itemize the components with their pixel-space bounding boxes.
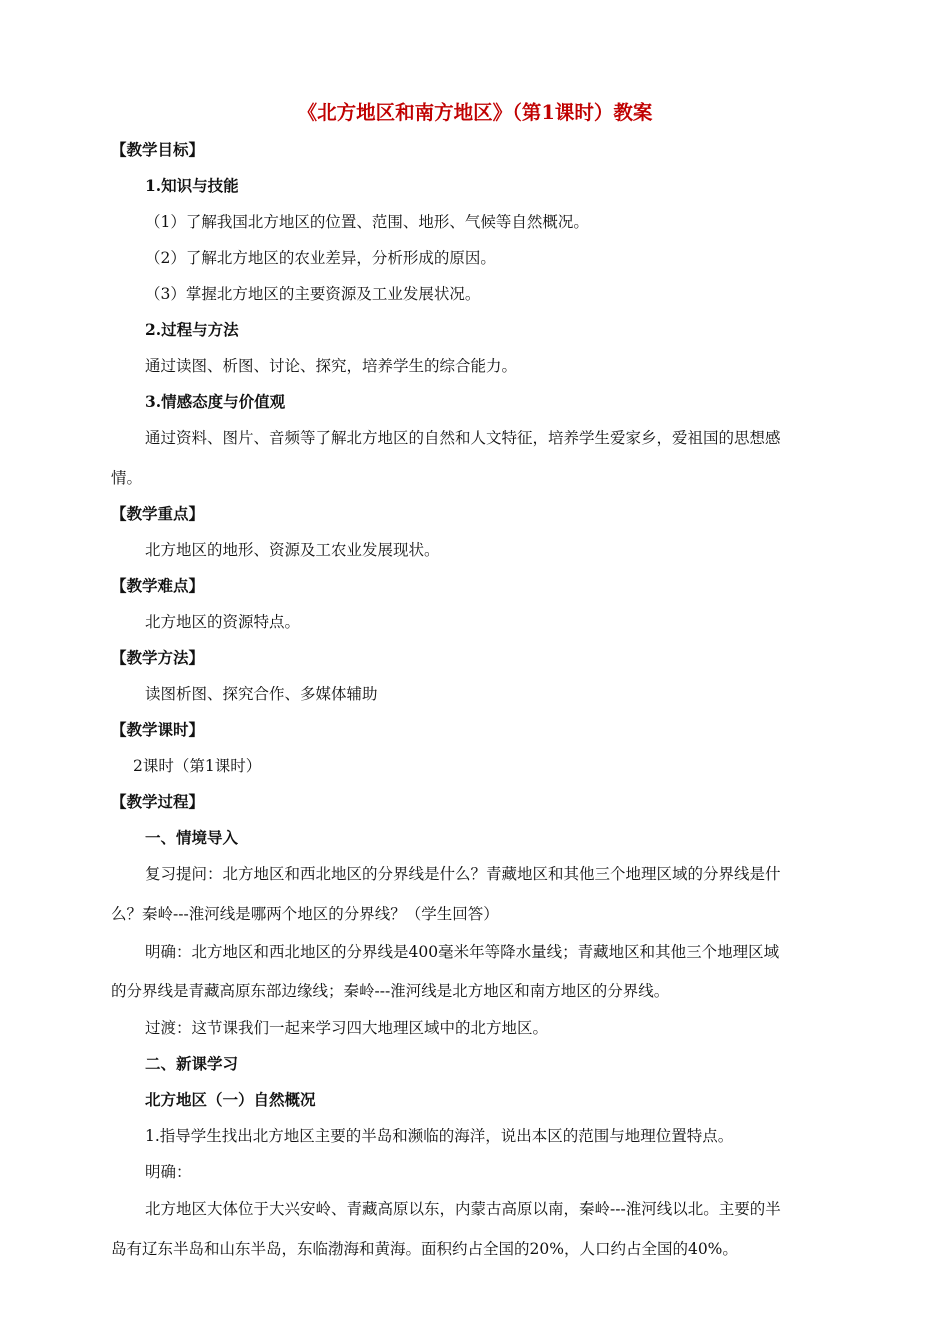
section-heading-methods: 【教学方法】 [111, 648, 205, 667]
subheading-introduction: 一、情境导入 [145, 828, 239, 847]
paragraph-line: 么？秦岭---淮河线是哪两个地区的分界线？（学生回答） [111, 905, 499, 923]
paragraph-line: 复习提问：北方地区和西北地区的分界线是什么？青藏地区和其他三个地理区域的分界线是什 [145, 865, 781, 883]
document-title: 《北方地区和南方地区》（第1课时）教案 [297, 101, 653, 124]
section-heading-class-hours: 【教学课时】 [111, 720, 205, 739]
paragraph-line: （1）了解我国北方地区的位置、范围、地形、气候等自然概况。 [145, 213, 589, 231]
subheading-knowledge-skills: 1.知识与技能 [145, 176, 239, 195]
paragraph-line: 北方地区的资源特点。 [145, 613, 301, 631]
paragraph-line: 情。 [111, 469, 143, 487]
section-heading-key-points: 【教学重点】 [111, 504, 205, 523]
paragraph-line: 读图析图、探究合作、多媒体辅助 [145, 685, 378, 703]
paragraph-line: 岛有辽东半岛和山东半岛，东临渤海和黄海。面积约占全国的20%，人口约占全国的40%。 [111, 1240, 738, 1258]
subheading-natural-overview: 北方地区（一）自然概况 [145, 1090, 316, 1109]
paragraph-line: 明确： [145, 1163, 192, 1181]
paragraph-line: 1.指导学生找出北方地区主要的半岛和濒临的海洋，说出本区的范围与地理位置特点。 [145, 1127, 734, 1145]
subheading-attitude-values: 3.情感态度与价值观 [145, 392, 286, 411]
paragraph-line: 明确：北方地区和西北地区的分界线是400毫米年等降水量线；青藏地区和其他三个地理区域 [145, 943, 780, 961]
section-heading-difficulties: 【教学难点】 [111, 576, 205, 595]
subheading-new-lesson: 二、新课学习 [145, 1054, 239, 1073]
paragraph-line: 通过资料、图片、音频等了解北方地区的自然和人文特征，培养学生爱家乡，爱祖国的思想感 [145, 429, 781, 447]
paragraph-line: 通过读图、析图、讨论、探究，培养学生的综合能力。 [145, 357, 518, 375]
paragraph-line: 的分界线是青藏高原东部边缘线；秦岭---淮河线是北方地区和南方地区的分界线。 [111, 982, 670, 1000]
paragraph-line: （3）掌握北方地区的主要资源及工业发展状况。 [145, 285, 481, 303]
paragraph-line: 北方地区大体位于大兴安岭、青藏高原以东，内蒙古高原以南，秦岭---淮河线以北。主要的半 [145, 1200, 781, 1218]
section-heading-objectives: 【教学目标】 [111, 140, 205, 159]
paragraph-line: （2）了解北方地区的农业差异，分析形成的原因。 [145, 249, 496, 267]
subheading-process-method: 2.过程与方法 [145, 320, 239, 339]
paragraph-line: 2课时（第1课时） [133, 757, 262, 775]
paragraph-line: 过渡：这节课我们一起来学习四大地理区域中的北方地区。 [145, 1019, 549, 1037]
paragraph-line: 北方地区的地形、资源及工农业发展现状。 [145, 541, 440, 559]
section-heading-process: 【教学过程】 [111, 792, 205, 811]
